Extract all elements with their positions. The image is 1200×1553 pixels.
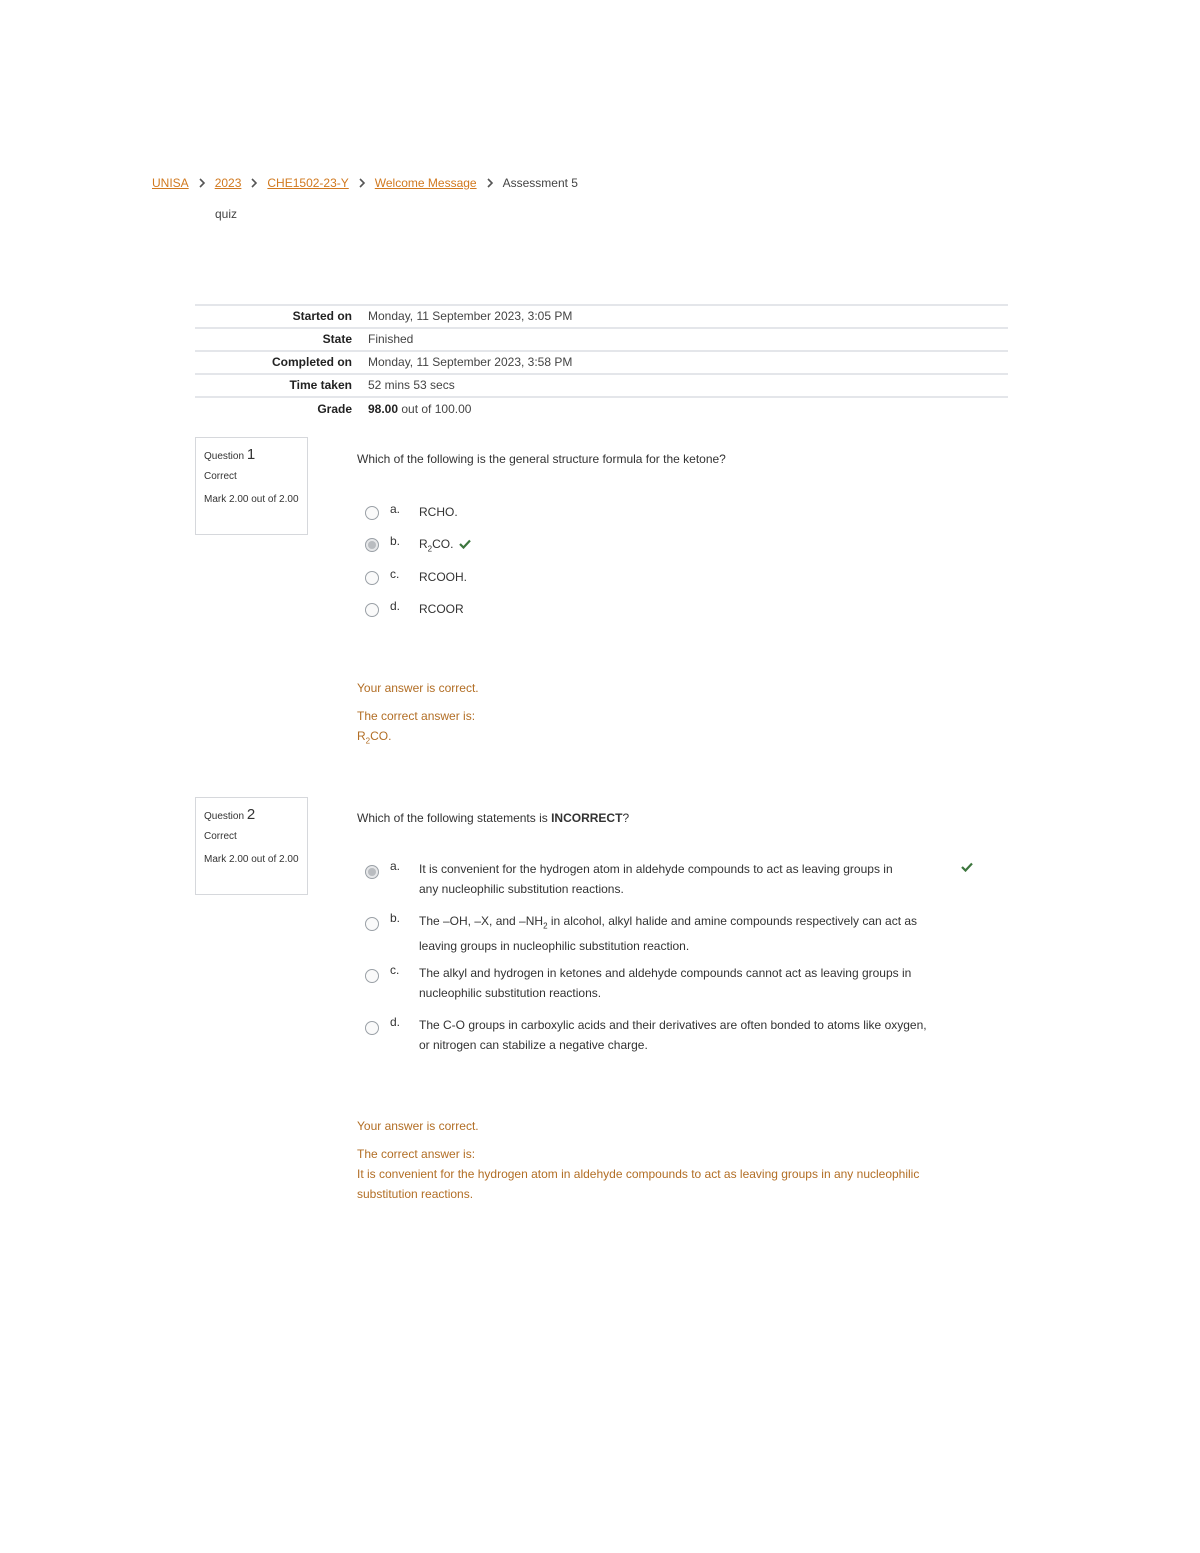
summary-row-state — [195, 328, 1008, 351]
summary-value: Monday, 11 September 2023, 3:05 PM — [368, 305, 1008, 328]
attempt-summary-table — [195, 304, 1008, 420]
answer-option[interactable] — [365, 911, 980, 954]
option-letter: d. — [390, 599, 401, 613]
breadcrumb-link-year[interactable]: 2023 — [214, 176, 242, 190]
option-letter: b. — [390, 911, 401, 925]
option-text: $R_2CO$. — [419, 534, 471, 559]
summary-label: State — [195, 328, 368, 351]
radio-button[interactable] — [365, 1021, 379, 1035]
grade-score: 98.00 — [368, 401, 399, 416]
summary-row-started — [195, 305, 1008, 328]
chevron-right-icon — [241, 177, 267, 189]
radio-button[interactable] — [365, 917, 379, 931]
question-text-1: Which of the following is the general structure formula for the ketone? — [357, 452, 726, 466]
radio-button-checked[interactable] — [365, 538, 379, 552]
summary-label: Started on — [195, 305, 368, 328]
chevron-right-icon — [477, 177, 503, 189]
question-info-1 — [195, 437, 308, 535]
option-letter: c. — [390, 567, 400, 581]
summary-label: Completed on — [195, 351, 368, 374]
option-text: RCOOH. — [419, 570, 467, 584]
option-text: The –OH, –X, and $-NH_2$ in alcohol, alkyl halide and amine compounds respectively can act as leaving groups in nucleophilic substitution reaction. — [419, 914, 918, 954]
answer-option-selected[interactable] — [365, 859, 980, 899]
option-letter: a. — [390, 859, 401, 873]
summary-value: Finished — [368, 328, 1008, 351]
summary-row-grade — [195, 397, 1008, 420]
option-text: The alkyl and hydrogen in ketones and aldehyde compounds cannot act as leaving groups in nucleophilic substitution reactions. — [419, 966, 912, 1000]
feedback-label: The correct answer is: — [357, 1147, 476, 1161]
question-number: Question 2 — [204, 806, 256, 823]
summary-label: Grade — [195, 397, 368, 420]
question-state: Correct — [204, 831, 237, 842]
summary-value: 52 mins 53 secs — [368, 374, 1008, 397]
summary-value: Monday, 11 September 2023, 3:58 PM — [368, 351, 1008, 374]
summary-row-completed — [195, 351, 1008, 374]
option-text: RCHO. — [419, 505, 458, 519]
breadcrumb-link-welcome[interactable]: Welcome Message — [374, 176, 477, 190]
radio-button[interactable] — [365, 506, 379, 520]
checkmark-icon — [459, 535, 471, 555]
radio-button[interactable] — [365, 571, 379, 585]
question-number: Question 1 — [204, 446, 256, 463]
question-state: Correct — [204, 471, 237, 482]
summary-label: Time taken — [195, 374, 368, 397]
radio-button-checked[interactable] — [365, 865, 379, 879]
feedback-correct: Your answer is correct. — [357, 681, 479, 695]
breadcrumb-subtitle: quiz — [215, 207, 238, 221]
option-text: It is convenient for the hydrogen atom in aldehyde compounds to act as leaving groups in any nucleophilic substitution reactions. — [419, 862, 893, 896]
feedback-answer: $R_2CO$. — [357, 729, 392, 746]
chevron-right-icon — [189, 177, 215, 189]
feedback-label: The correct answer is: — [357, 709, 476, 723]
chevron-right-icon — [349, 177, 375, 189]
option-letter: b. — [390, 534, 401, 548]
summary-value — [368, 397, 1008, 420]
checkmark-icon — [961, 861, 973, 875]
option-letter: a. — [390, 502, 401, 516]
breadcrumb-current: Assessment 5 — [502, 176, 578, 190]
feedback-correct: Your answer is correct. — [357, 1119, 479, 1133]
question-text-2: Which of the following statements is INCORRECT? — [357, 811, 630, 825]
option-text: RCOOR — [419, 602, 464, 616]
question-mark: Mark 2.00 out of 2.00 — [204, 854, 299, 865]
breadcrumb — [152, 176, 578, 190]
radio-button[interactable] — [365, 603, 379, 617]
feedback-answer: It is convenient for the hydrogen atom in aldehyde compounds to act as leaving groups in any nucleophilic substitution reactions. — [357, 1167, 920, 1201]
option-text: The C-O groups in carboxylic acids and their derivatives are often bonded to atoms like oxygen, or nitrogen can stabilize a negative charge. — [419, 1018, 927, 1052]
breadcrumb-link-course[interactable]: CHE1502-23-Y — [267, 176, 349, 190]
option-letter: d. — [390, 1015, 401, 1029]
option-letter: c. — [390, 963, 400, 977]
grade-out-of: out of 100.00 — [398, 401, 472, 416]
radio-button[interactable] — [365, 969, 379, 983]
summary-row-time-taken — [195, 374, 1008, 397]
breadcrumb-link-unisa[interactable]: UNISA — [152, 176, 189, 190]
answer-option[interactable] — [365, 963, 980, 1003]
answer-option[interactable] — [365, 1015, 980, 1055]
question-mark: Mark 2.00 out of 2.00 — [204, 494, 299, 505]
question-info-2 — [195, 797, 308, 895]
